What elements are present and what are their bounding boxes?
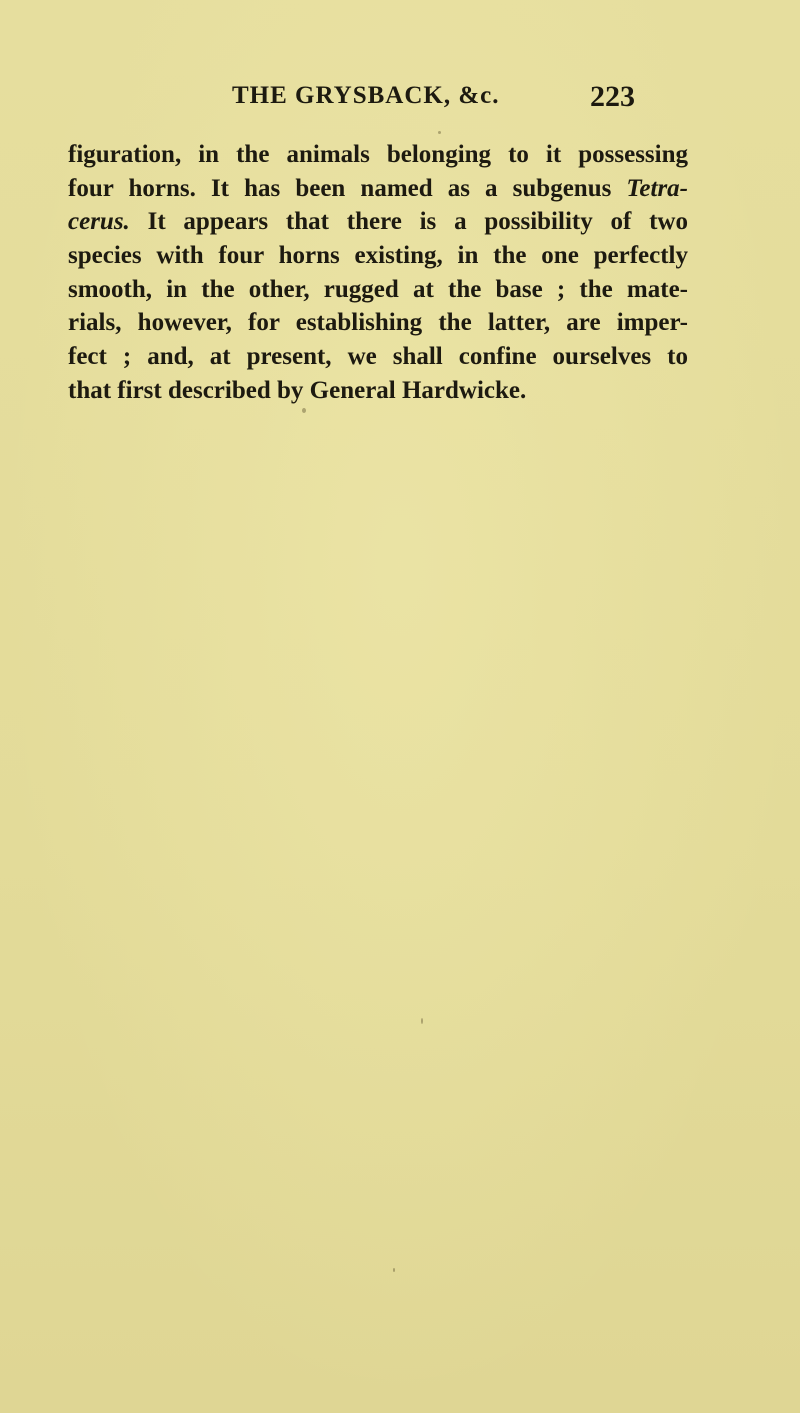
body-paragraph xyxy=(68,138,688,408)
text-run: four horns. It has been named as a subgenus xyxy=(68,174,612,202)
italic-genus-name: cerus. xyxy=(68,208,130,236)
running-head: THE GRYSBACK, &c. xyxy=(232,82,500,109)
text-line: fect ; and, at present, we shall confine ourselves to xyxy=(68,343,688,371)
paper-speck xyxy=(302,408,306,413)
paper-speck xyxy=(421,1018,423,1024)
text-line: that first described by General Hardwicke. xyxy=(68,376,527,404)
page-number: 223 xyxy=(590,80,635,113)
page-header xyxy=(0,82,800,122)
text-line: figuration, in the animals belonging to it possessing xyxy=(68,141,688,168)
text-line xyxy=(68,205,688,239)
text-line xyxy=(68,172,688,206)
paper-speck xyxy=(393,1268,395,1272)
text-line: rials, however, for establishing the latter, are imper- xyxy=(68,309,688,337)
text-line: species with four horns existing, in the one perfectly xyxy=(68,242,688,270)
text-run: It appears that there is a possibility of two xyxy=(129,208,688,236)
paper-speck xyxy=(438,131,441,134)
text-line: smooth, in the other, rugged at the base ; the mate- xyxy=(68,275,688,303)
italic-genus-name: Tetra- xyxy=(626,174,688,202)
